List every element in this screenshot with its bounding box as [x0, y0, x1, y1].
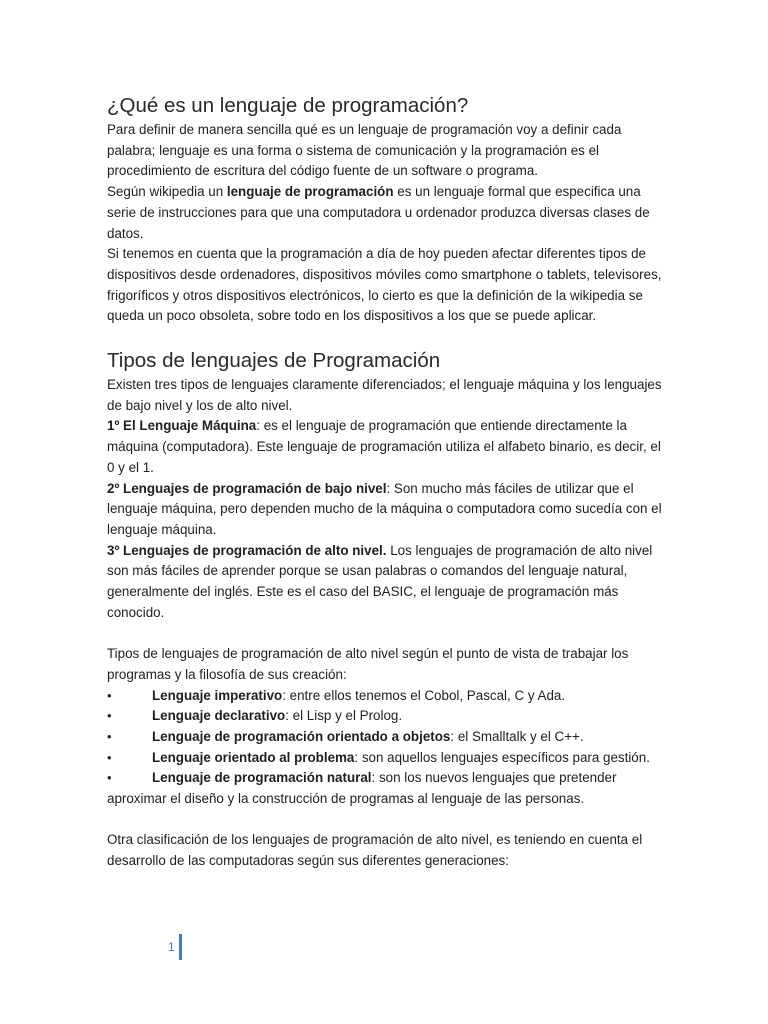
high-level-types-list — [107, 686, 667, 810]
paragraph-closing: Otra clasificación de los lenguajes de programación de alto nivel, es teniendo en cuenta el desarrollo de las computadoras según sus diferentes generaciones: — [107, 832, 643, 869]
page-number-bar — [179, 934, 182, 960]
list-item — [107, 686, 667, 707]
list-item-text: : son los nuevos lenguajes que pretender aproximar el diseño y la construcción de programas al lenguaje de las personas. — [107, 770, 617, 807]
list-item — [107, 768, 667, 809]
list-item-label: Lenguaje imperativo — [152, 687, 283, 703]
list-item-text: : entre ellos tenemos el Cobol, Pascal, C y Ada. — [282, 687, 566, 703]
list-item-label: Lenguaje de programación orientado a objetos — [152, 728, 451, 744]
paragraph-high-level-intro: Tipos de lenguajes de programación de alto nivel según el punto de vista de trabajar los programas y la filosofía de sus creación: — [107, 646, 629, 682]
paragraph-type-low-level — [107, 479, 667, 541]
paragraph-definition: Para definir de manera sencilla qué es un lenguaje de programación voy a definir cada palabra; lenguaje es una forma o sistema de comunicación y la programación es el procedimiento de escritura del código fuente de un software o programa. — [107, 122, 622, 179]
list-item-label: Lenguaje de programación natural — [152, 770, 372, 786]
list-item — [107, 748, 667, 769]
list-item-label: Lenguaje orientado al problema — [152, 749, 355, 765]
document-page — [107, 92, 667, 872]
paragraph-type-high-level — [107, 541, 667, 624]
page-number: 1 — [168, 940, 175, 954]
type-low-level-label: 2º Lenguajes de programación de bajo nivel — [107, 480, 387, 496]
type-high-level-text: Los lenguajes de programación de alto nivel son más fáciles de aprender porque se usan palabras o comandos del lenguaje natural, generalmente del inglés. Este es el caso del BASIC, el lenguaje de programación más conocido. — [107, 542, 653, 620]
list-item — [107, 706, 667, 727]
bullet-icon: • — [107, 708, 112, 724]
type-machine-label: 1º El Lenguaje Máquina — [107, 418, 257, 434]
list-item-label: Lenguaje declarativo — [152, 708, 286, 724]
list-item — [107, 727, 667, 748]
paragraph-wikipedia-bold: lenguaje de programación — [226, 184, 394, 200]
bullet-icon: • — [107, 770, 112, 786]
section-heading-types: Tipos de lenguajes de Programación — [107, 349, 441, 373]
list-item-text: : el Smalltalk y el C++. — [450, 728, 584, 744]
paragraph-types-intro: Existen tres tipos de lenguajes claramente diferenciados; el lenguaje máquina y los lenguajes de bajo nivel y los de alto nivel. — [107, 377, 662, 413]
type-machine-text: : es el lenguaje de programación que entiende directamente la máquina (computadora). Este lenguaje de programación utiliza el alfabeto binario, es decir, el 0 y el 1. — [107, 418, 661, 475]
paragraph-wikipedia-post: es un lenguaje formal que especifica una serie de instrucciones para que una computadora u ordenador produzca diversas clases de datos. — [107, 184, 650, 241]
page-footer — [168, 933, 182, 961]
list-item-text: : son aquellos lenguajes específicos para gestión. — [354, 749, 650, 765]
section-heading-what-is: ¿Qué es un lenguaje de programación? — [107, 94, 469, 117]
paragraph-type-machine — [107, 416, 667, 478]
type-high-level-label: 3º Lenguajes de programación de alto nivel. — [107, 542, 387, 558]
paragraph-wikipedia — [107, 182, 667, 244]
bullet-icon: • — [107, 728, 112, 744]
paragraph-wikipedia-pre: Según wikipedia un — [107, 184, 227, 200]
bullet-icon: • — [107, 687, 112, 703]
list-item-text: : el Lisp y el Prolog. — [285, 708, 403, 724]
bullet-icon: • — [107, 749, 112, 765]
paragraph-devices: Si tenemos en cuenta que la programación a día de hoy pueden afectar diferentes tipos de dispositivos desde ordenadores, dispositivos móviles como smartphone o tablets, televisores, frigoríficos y otros dispositivos electrónicos, lo cierto es que la definición de la wikipedia se queda un poco obsoleta, sobre todo en los dispositivos a los que se puede aplicar. — [107, 246, 662, 324]
type-low-level-text: : Son mucho más fáciles de utilizar que el lenguaje máquina, pero dependen mucho de la máquina o computadora como sucedía con el lenguaje máquina. — [107, 480, 662, 537]
